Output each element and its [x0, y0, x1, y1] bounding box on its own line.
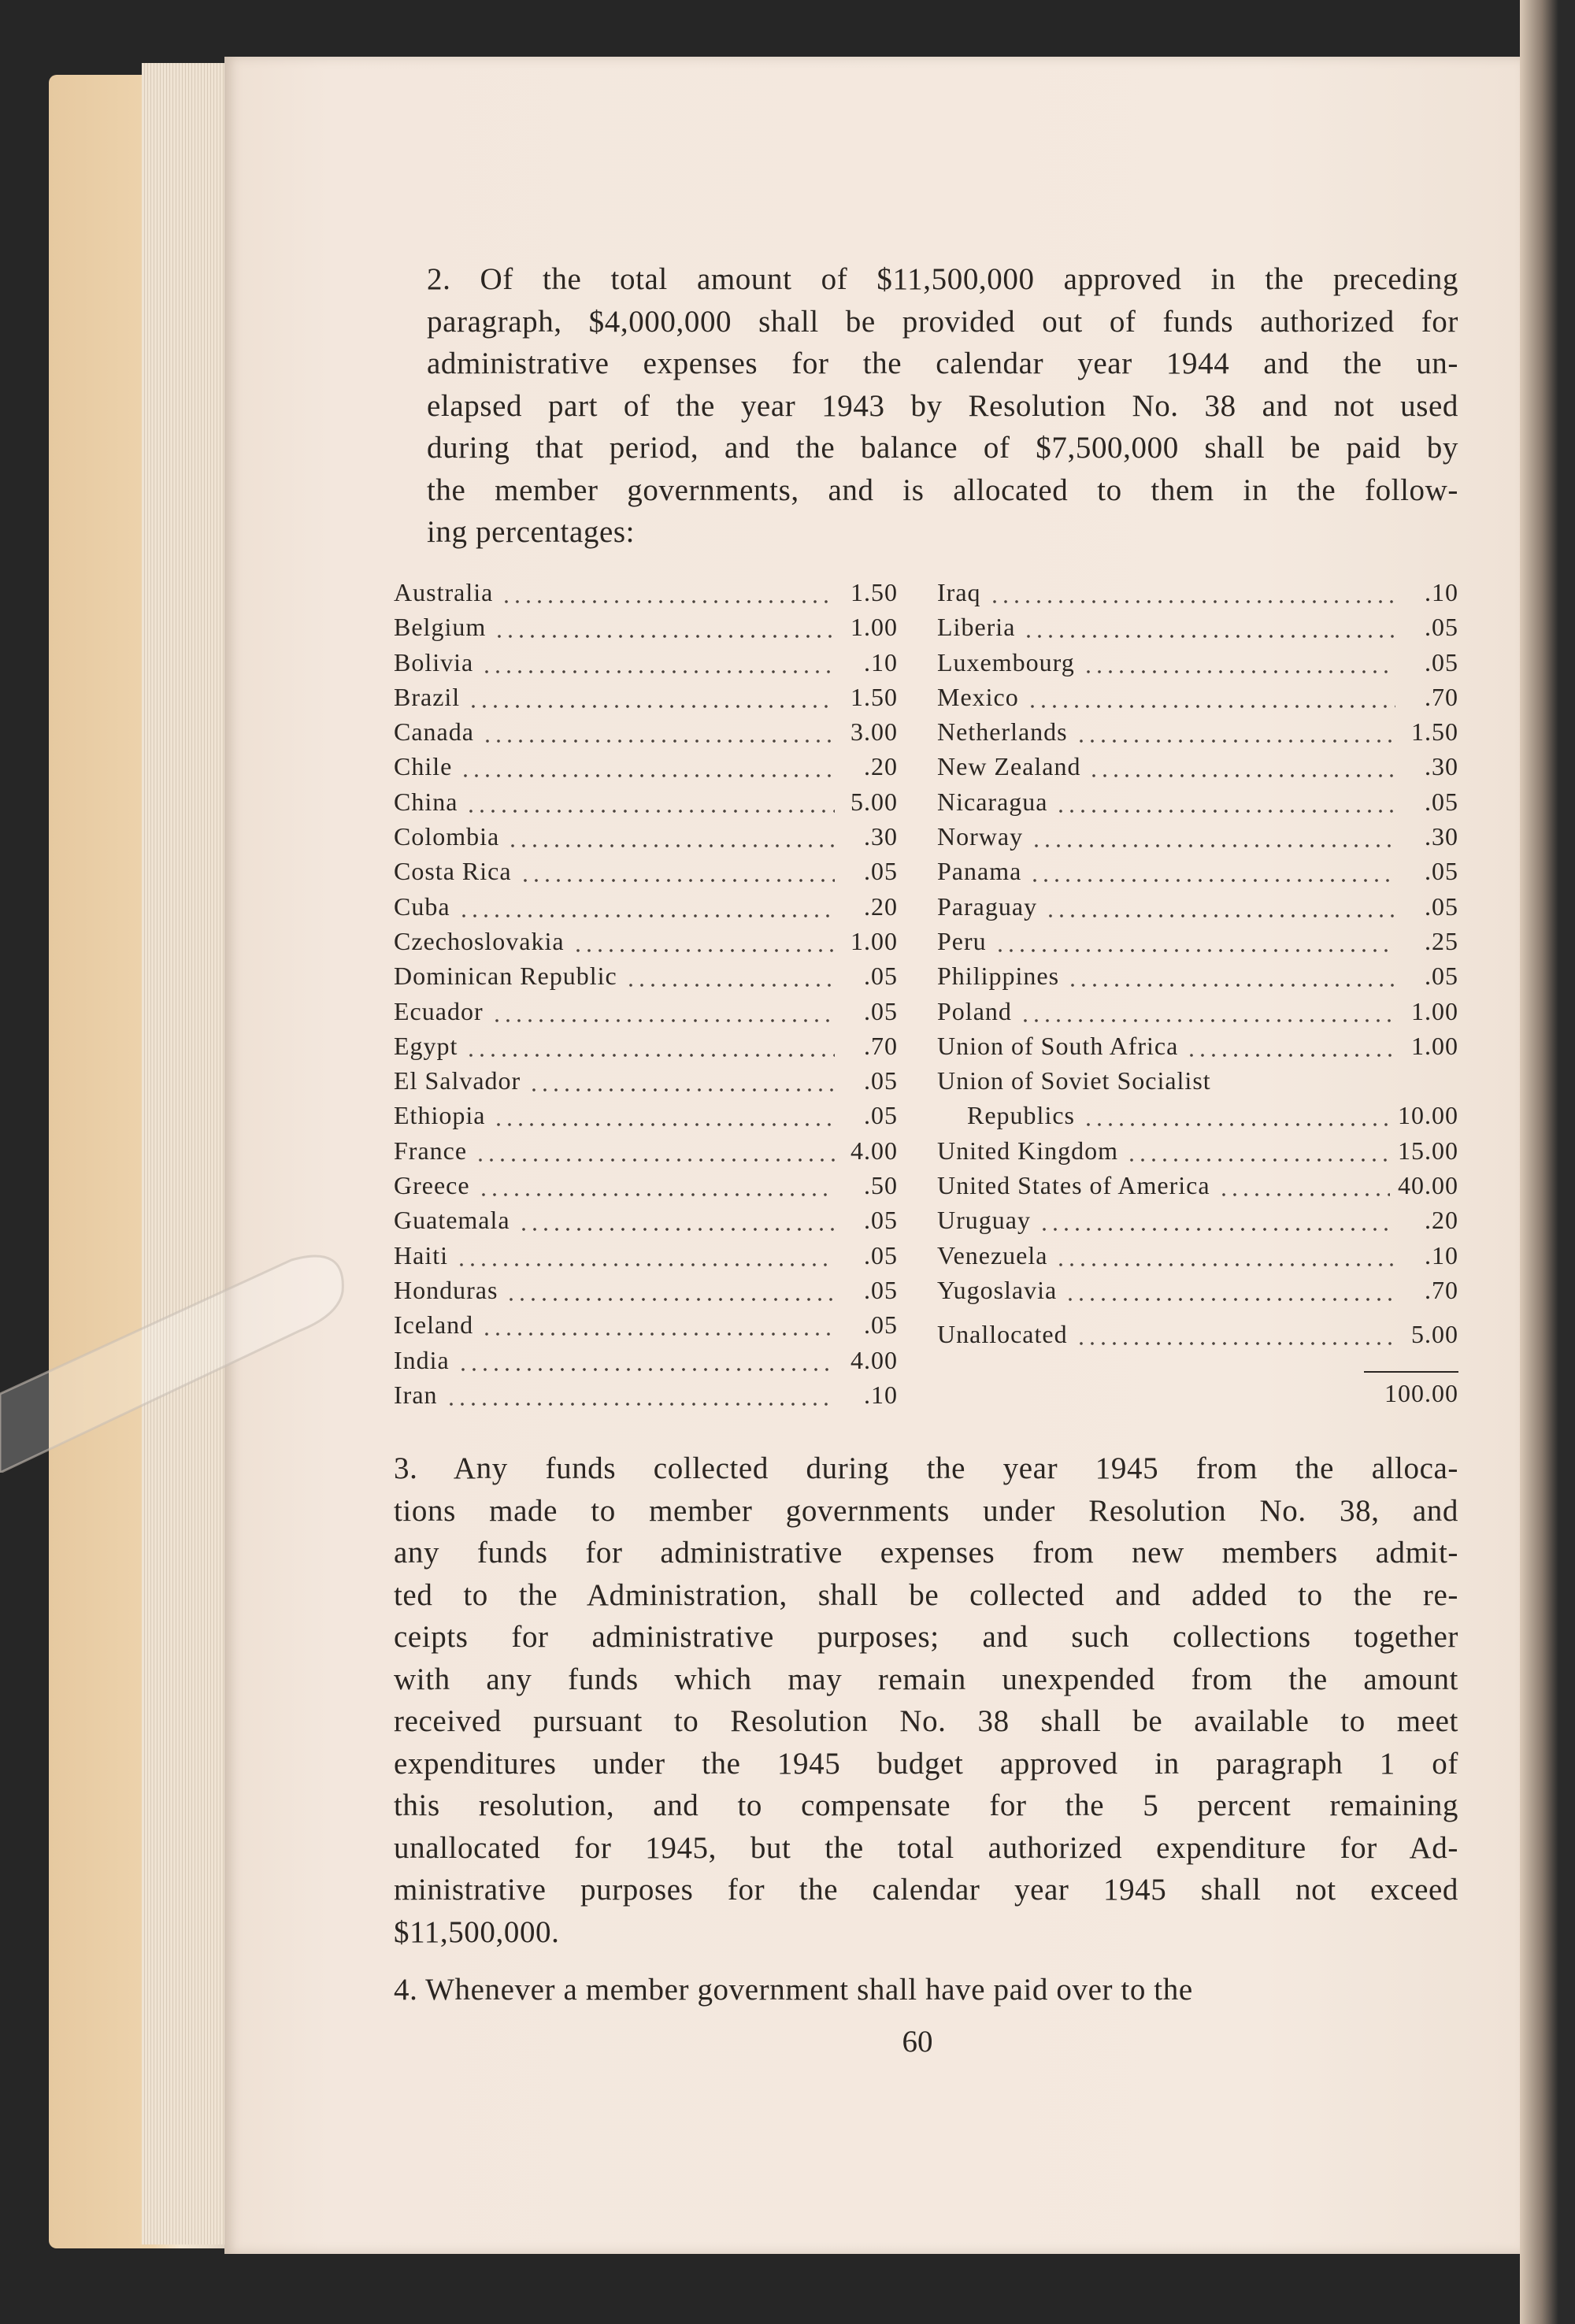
percentage-value: .05 — [1425, 962, 1458, 991]
country-name: Luxembourg — [937, 647, 1075, 676]
text-line: with any funds which may remain unexpended from the amount — [394, 1662, 1458, 1696]
country-name: Philippines — [937, 962, 1060, 991]
text-line: 4. Whenever a member government shall have paid over to the — [394, 1973, 1193, 2007]
table-row — [937, 645, 1458, 680]
dot-leader — [482, 714, 835, 749]
country-name: Uruguay — [937, 1206, 1031, 1235]
dot-leader — [1076, 714, 1395, 749]
bookmark-icon — [0, 1213, 362, 1473]
percentage-value: .05 — [1425, 613, 1458, 642]
table-row — [937, 1273, 1458, 1307]
country-name: Costa Rica — [394, 857, 512, 886]
text-line: the member governments, and is allocated to them in the follow- — [427, 473, 1458, 507]
paragraph-3 — [394, 1447, 1458, 1953]
table-row — [394, 889, 898, 924]
dot-leader — [465, 784, 835, 819]
table-row — [394, 749, 898, 784]
dot-leader — [1029, 854, 1395, 888]
country-name: China — [394, 787, 458, 816]
table-row — [937, 680, 1458, 714]
table-row — [394, 1377, 898, 1412]
percentage-value: .05 — [864, 1240, 898, 1269]
paragraph-4 — [394, 1969, 1458, 2011]
background-edge — [1520, 0, 1575, 2324]
table-row — [937, 958, 1458, 993]
text-line: ceipts for administrative purposes; and such collections together — [394, 1620, 1458, 1654]
country-name: Australia — [394, 578, 494, 606]
dot-leader — [1083, 1098, 1390, 1132]
dot-leader — [478, 1168, 835, 1203]
percentage-value: .05 — [864, 1101, 898, 1130]
percentage-value: .20 — [864, 891, 898, 921]
text-line: ted to the Administration, shall be collected and added to the re- — [394, 1577, 1458, 1612]
text-line: administrative expenses for the calendar year 1944 and the un- — [427, 347, 1458, 380]
percentage-value: 40.00 — [1398, 1171, 1458, 1200]
table-row — [937, 1168, 1458, 1203]
page-number: 60 — [902, 2025, 933, 2059]
country-name: Brazil — [394, 682, 461, 711]
dot-leader — [465, 1029, 835, 1063]
text-line: during that period, and the balance of $7,500,000 shall be paid by — [427, 431, 1458, 465]
dot-leader — [456, 1238, 835, 1273]
table-row — [394, 1307, 898, 1342]
table-row — [394, 784, 898, 819]
country-name: Netherlands — [937, 717, 1068, 747]
country-name: Chile — [394, 752, 453, 781]
dot-leader — [1083, 645, 1395, 680]
percentage-value: 1.50 — [850, 682, 898, 711]
text-line: paragraph, $4,000,000 shall be provided out of funds authorized for — [427, 304, 1458, 339]
text-line: elapsed part of the year 1943 by Resolution No. 38 and not used — [427, 388, 1458, 423]
country-name: Union of Soviet Socialist — [937, 1066, 1211, 1095]
country-name: Canada — [394, 717, 474, 747]
dot-leader — [458, 1343, 835, 1377]
dot-leader — [528, 1063, 835, 1098]
percentage-value: 4.00 — [850, 1136, 898, 1165]
percentage-value: .30 — [1425, 822, 1458, 851]
table-row — [937, 1203, 1458, 1237]
country-name: Yugoslavia — [937, 1275, 1058, 1304]
percentage-value: .70 — [1425, 682, 1458, 711]
percentage-value: 10.00 — [1398, 1101, 1458, 1130]
dot-leader — [507, 819, 835, 854]
table-row — [394, 1029, 898, 1063]
percentage-value: 4.00 — [850, 1345, 898, 1374]
table-row — [937, 714, 1458, 749]
dot-leader — [1020, 994, 1395, 1029]
percentage-value: 1.00 — [1411, 996, 1458, 1025]
percentage-value: .10 — [864, 647, 898, 676]
percentage-value: 5.00 — [1411, 1320, 1458, 1349]
country-name: Paraguay — [937, 891, 1038, 921]
table-row — [394, 645, 898, 680]
table-row — [394, 714, 898, 749]
dot-leader — [1027, 680, 1395, 714]
text-line: any funds for administrative expenses from new members admit- — [394, 1536, 1458, 1570]
table-row — [937, 994, 1458, 1029]
table-row — [937, 924, 1458, 958]
table-row — [394, 610, 898, 644]
total-value: 100.00 — [1384, 1378, 1458, 1407]
dot-leader — [1067, 958, 1395, 993]
country-name: Czechoslovakia — [394, 926, 565, 955]
country-name: Colombia — [394, 822, 500, 851]
page-stack — [142, 63, 228, 2244]
dot-leader — [506, 1273, 835, 1307]
percentage-value: 1.00 — [1411, 1031, 1458, 1060]
table-row — [937, 1098, 1458, 1132]
country-name: Unallocated — [937, 1320, 1068, 1349]
country-name: Norway — [937, 822, 1024, 851]
dot-leader — [573, 924, 835, 958]
country-name: Guatemala — [394, 1206, 510, 1235]
table-row — [394, 1098, 898, 1132]
percentage-value: 5.00 — [850, 787, 898, 816]
table-row — [394, 1343, 898, 1377]
dot-leader — [995, 924, 1395, 958]
percentage-value: 15.00 — [1398, 1136, 1458, 1165]
country-name: Union of South Africa — [937, 1031, 1179, 1060]
dot-leader — [625, 958, 835, 993]
table-row — [394, 1133, 898, 1168]
percentage-value: .10 — [1425, 578, 1458, 606]
country-name: Iran — [394, 1380, 438, 1409]
dot-leader — [475, 1133, 835, 1168]
country-name: Venezuela — [937, 1240, 1048, 1269]
country-name: Republics — [967, 1101, 1075, 1130]
dot-leader — [1055, 784, 1395, 819]
country-name: United Kingdom — [937, 1136, 1118, 1165]
country-name: Nicaragua — [937, 787, 1048, 816]
percentage-value: 3.00 — [850, 717, 898, 747]
percentage-value: .05 — [864, 1275, 898, 1304]
country-name: Ethiopia — [394, 1101, 486, 1130]
text-line: ing percentages: — [427, 515, 636, 549]
dot-leader — [468, 680, 835, 714]
percentage-value: 1.50 — [850, 578, 898, 606]
table-row — [937, 610, 1458, 644]
allocation-table-right — [937, 575, 1458, 1410]
country-name: United States of America — [937, 1171, 1210, 1200]
dot-leader — [501, 575, 835, 610]
table-row — [394, 1203, 898, 1237]
country-name: New Zealand — [937, 752, 1081, 781]
dot-leader — [1023, 610, 1395, 644]
percentage-value: .05 — [1425, 787, 1458, 816]
country-name: Belgium — [394, 613, 487, 642]
percentage-value: .20 — [1425, 1206, 1458, 1235]
country-name: Dominican Republic — [394, 962, 617, 991]
dot-leader — [1186, 1029, 1395, 1063]
table-row — [937, 1029, 1458, 1063]
table-row — [937, 784, 1458, 819]
text-line: this resolution, and to compensate for the 5 percent remaining — [394, 1788, 1458, 1822]
table-row — [394, 1168, 898, 1203]
country-name: India — [394, 1345, 450, 1374]
percentage-value: .30 — [864, 822, 898, 851]
table-row — [937, 1317, 1458, 1351]
dot-leader — [1055, 1238, 1395, 1273]
percentage-value: .05 — [1425, 857, 1458, 886]
table-row — [394, 994, 898, 1029]
text-line: expenditures under the 1945 budget approved in paragraph 1 of — [394, 1746, 1458, 1781]
country-name: Panama — [937, 857, 1022, 886]
percentage-value: .05 — [1425, 647, 1458, 676]
country-name: Haiti — [394, 1240, 448, 1269]
country-name: Liberia — [937, 613, 1016, 642]
country-name: El Salvador — [394, 1066, 521, 1095]
percentage-value: .70 — [1425, 1275, 1458, 1304]
percentage-value: .05 — [864, 1310, 898, 1340]
dot-leader — [491, 994, 835, 1029]
dot-leader — [1065, 1273, 1395, 1307]
dot-leader — [493, 1098, 835, 1132]
dot-leader — [1218, 1168, 1390, 1203]
dot-leader — [460, 749, 835, 784]
allocation-table-left — [394, 575, 898, 1412]
country-name: Iceland — [394, 1310, 474, 1340]
dot-leader — [1126, 1133, 1390, 1168]
percentage-value: .25 — [1425, 926, 1458, 955]
percentage-value: .70 — [864, 1031, 898, 1060]
table-row — [394, 958, 898, 993]
dot-leader — [1039, 1203, 1395, 1237]
percentage-value: .30 — [1425, 752, 1458, 781]
table-row — [394, 1238, 898, 1273]
country-name: Ecuador — [394, 996, 484, 1025]
table-row — [394, 854, 898, 888]
country-name: Egypt — [394, 1031, 458, 1060]
table-row — [937, 889, 1458, 924]
text-line: received pursuant to Resolution No. 38 shall be available to meet — [394, 1704, 1458, 1738]
dot-leader — [446, 1377, 835, 1412]
text-line: 2. Of the total amount of $11,500,000 approved in the preceding — [427, 262, 1458, 296]
table-row — [394, 819, 898, 854]
text-line: $11,500,000. — [394, 1914, 560, 1949]
percentage-value: .05 — [864, 996, 898, 1025]
text-line: unallocated for 1945, but the total authorized expenditure for Ad- — [394, 1830, 1458, 1865]
percentage-value: .50 — [864, 1171, 898, 1200]
country-name: France — [394, 1136, 468, 1165]
table-row — [394, 680, 898, 714]
percentage-value: .05 — [864, 1206, 898, 1235]
table-row — [937, 749, 1458, 784]
percentage-value: .05 — [864, 1066, 898, 1095]
text-line: ministrative purposes for the calendar year 1945 shall not exceed — [394, 1873, 1458, 1907]
table-row — [394, 1063, 898, 1098]
table-row — [937, 575, 1458, 610]
dot-leader — [481, 1307, 835, 1342]
country-name: Peru — [937, 926, 987, 955]
dot-leader — [520, 854, 835, 888]
country-name: Bolivia — [394, 647, 474, 676]
country-name: Poland — [937, 996, 1012, 1025]
percentage-value: .10 — [864, 1380, 898, 1409]
country-name: Honduras — [394, 1275, 498, 1304]
dot-leader — [1088, 749, 1395, 784]
percentage-value: .05 — [864, 857, 898, 886]
dot-leader — [1031, 819, 1395, 854]
percentage-value: .05 — [1425, 891, 1458, 921]
percentage-value: .10 — [1425, 1240, 1458, 1269]
percentage-value: .20 — [864, 752, 898, 781]
dot-leader — [1076, 1317, 1395, 1351]
text-line: 3. Any funds collected during the year 1945 from the alloca- — [394, 1451, 1458, 1485]
total-rule — [1364, 1371, 1458, 1373]
dot-leader — [494, 610, 835, 644]
table-row — [394, 1273, 898, 1307]
table-row — [937, 819, 1458, 854]
percentage-value: 1.00 — [850, 926, 898, 955]
paragraph-2 — [394, 258, 1458, 554]
dot-leader — [1045, 889, 1395, 924]
table-row — [937, 1238, 1458, 1273]
dot-leader — [518, 1203, 835, 1237]
table-row — [937, 1063, 1458, 1098]
country-name: Greece — [394, 1171, 470, 1200]
dot-leader — [481, 645, 835, 680]
country-name: Iraq — [937, 578, 981, 606]
dot-leader — [989, 575, 1395, 610]
table-row — [394, 575, 898, 610]
text-line: tions made to member governments under Resolution No. 38, and — [394, 1493, 1458, 1528]
dot-leader — [458, 889, 835, 924]
percentage-value: .05 — [864, 962, 898, 991]
table-row — [394, 924, 898, 958]
percentage-value: 1.00 — [850, 613, 898, 642]
table-row — [937, 1133, 1458, 1168]
table-row — [937, 854, 1458, 888]
percentage-value: 1.50 — [1411, 717, 1458, 747]
country-name: Cuba — [394, 891, 450, 921]
country-name: Mexico — [937, 682, 1019, 711]
